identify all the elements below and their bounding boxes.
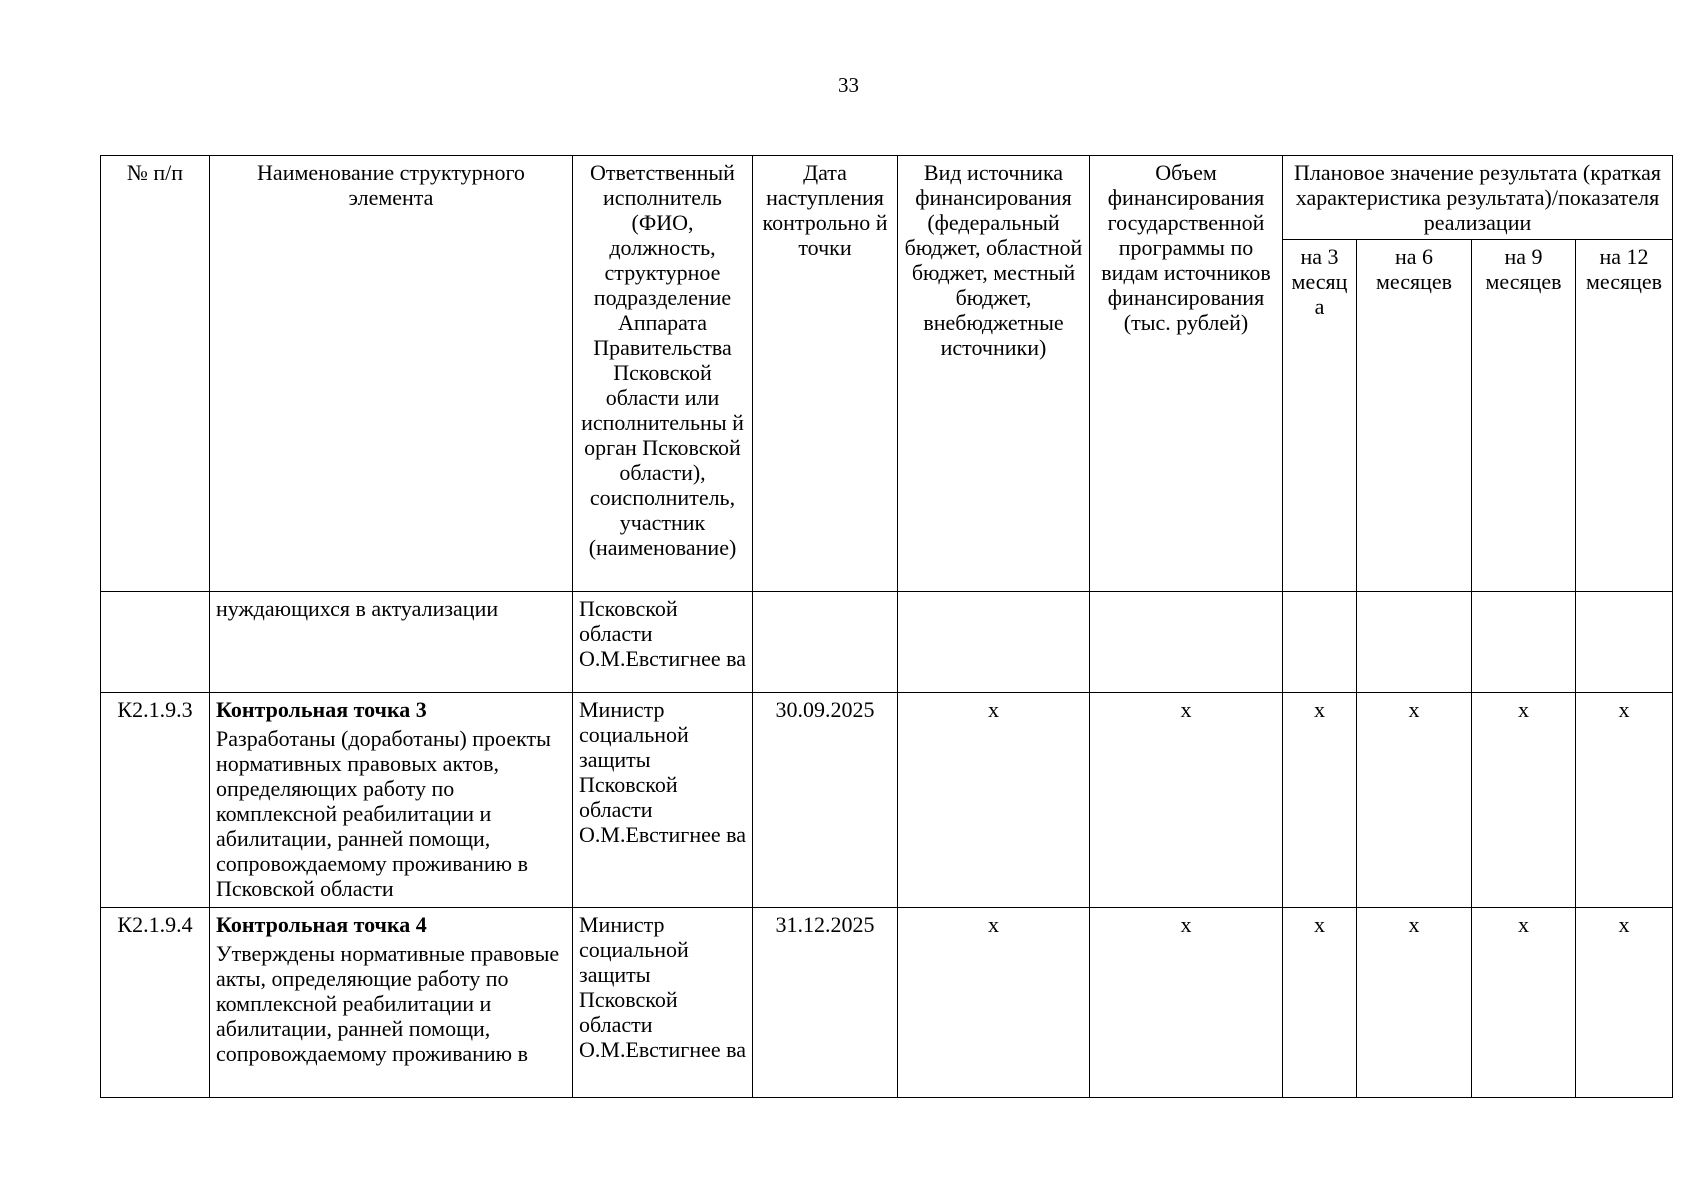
header-row — [101, 156, 1673, 240]
row-volume — [1090, 592, 1283, 693]
row-description: Разработаны (доработаны) проекты нормативных правовых актов, определяющих работу по комплексной реабилитации и абилитации, ранней помощи, сопровождаемому проживанию в Псковской области — [216, 726, 551, 901]
header-3-months: на 3 месяц а — [1283, 240, 1357, 592]
header-name: Наименование структурного элемента — [210, 156, 573, 592]
row-volume: x — [1090, 908, 1283, 1098]
row-description: Утверждены нормативные правовые акты, определяющие работу по комплексной реабилитации и абилитации, ранней помощи, сопровождаемому проживанию в — [216, 941, 560, 1066]
row-name — [210, 908, 573, 1098]
header-responsible: Ответственный исполнитель (ФИО, должность, структурное подразделение Аппарата Правительства Псковской области или исполнительны й орган Псковской области), соисполнитель, участник (наименование) — [573, 156, 753, 592]
row-date: 30.09.2025 — [753, 693, 898, 908]
row-9-months — [1472, 592, 1576, 693]
row-3-months: x — [1283, 908, 1357, 1098]
row-description: нуждающихся в актуализации — [216, 596, 499, 621]
row-num: К2.1.9.3 — [101, 693, 210, 908]
table-row — [101, 592, 1673, 693]
header-date: Дата наступления контрольно й точки — [753, 156, 898, 592]
control-points-table — [100, 155, 1673, 1098]
row-3-months — [1283, 592, 1357, 693]
page-number: 33 — [838, 73, 859, 97]
header-6-months: на 6 месяцев — [1357, 240, 1472, 592]
row-responsible: Министр социальной защиты Псковской области О.М.Евстигнее ва — [573, 908, 753, 1098]
header-num: № п/п — [101, 156, 210, 592]
row-name — [210, 693, 573, 908]
row-3-months: x — [1283, 693, 1357, 908]
row-title: Контрольная точка 3 — [216, 697, 427, 722]
row-responsible: Министр социальной защиты Псковской области О.М.Евстигнее ва — [573, 693, 753, 908]
header-source: Вид источника финансирования (федеральный бюджет, областной бюджет, местный бюджет, внебюджетные источники) — [898, 156, 1090, 592]
header-planned-value: Плановое значение результата (краткая характеристика результата)/показателя реализации — [1283, 156, 1673, 240]
row-date — [753, 592, 898, 693]
row-volume: x — [1090, 693, 1283, 908]
row-num: К2.1.9.4 — [101, 908, 210, 1098]
row-name — [210, 592, 573, 693]
row-6-months: x — [1357, 693, 1472, 908]
row-num — [101, 592, 210, 693]
row-9-months: x — [1472, 693, 1576, 908]
row-source — [898, 592, 1090, 693]
row-source: x — [898, 693, 1090, 908]
table-row — [101, 908, 1673, 1098]
header-9-months: на 9 месяцев — [1472, 240, 1576, 592]
row-date: 31.12.2025 — [753, 908, 898, 1098]
row-6-months: x — [1357, 908, 1472, 1098]
header-volume: Объем финансирования государственной программы по видам источников финансирования (тыс. рублей) — [1090, 156, 1283, 592]
row-responsible: Псковской области О.М.Евстигнее ва — [573, 592, 753, 693]
row-12-months — [1576, 592, 1673, 693]
row-6-months — [1357, 592, 1472, 693]
row-title: Контрольная точка 4 — [216, 912, 427, 937]
row-12-months: x — [1576, 693, 1673, 908]
header-12-months: на 12 месяцев — [1576, 240, 1673, 592]
row-source: x — [898, 908, 1090, 1098]
row-9-months: x — [1472, 908, 1576, 1098]
row-12-months: x — [1576, 908, 1673, 1098]
table-row — [101, 693, 1673, 908]
